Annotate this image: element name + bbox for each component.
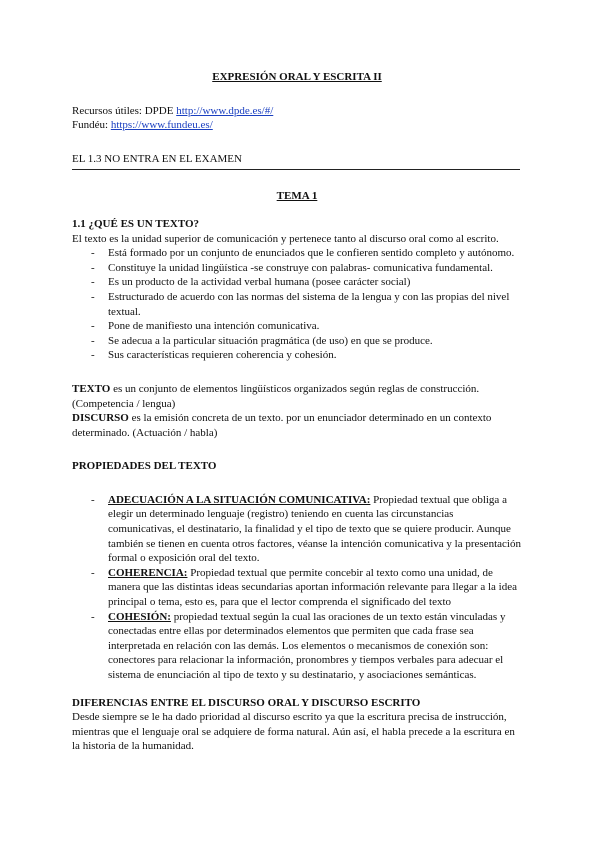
- list-item: - Pone de manifiesto una intención comunicativa.: [72, 319, 522, 334]
- exam-note: EL 1.3 NO ENTRA EN EL EXAMEN: [72, 152, 242, 165]
- property-text: Propiedad textual que permite concebir al texto como una unidad, de manera que las distintas ideas secundarias aportan información relevante para llegar a la idea principal o tema, esto es, para que el lector comprenda el significado del texto: [108, 566, 517, 609]
- definition-discurso-text: es la emisión concreta de un texto. por un enunciador determinado en un contexto determinado. (Actuación / habla): [72, 412, 492, 439]
- definition-texto-text: es un conjunto de elementos lingüísticos organizados según reglas de construcción. (Competencia / lengua): [72, 382, 480, 410]
- property-item-coherencia: [72, 566, 522, 610]
- property-text: propiedad textual según la cual las oraciones de un texto están vinculadas y conectadas entre ellas por determinados elementos que permiten que cada frase sea interpretada en relación con las demás. Los elementos o mecanismos de conexión son: conectores para relacionar la información, pronombres y tiempos verbales para adecuar el sistema de enunciación al tipo de texto y su destinatario, y asociaciones semánticas.: [108, 610, 506, 681]
- resource-fundeu-label: Fundéu:: [72, 119, 111, 132]
- resource-dpde-label: Recursos útiles: DPDE: [72, 104, 177, 117]
- term-texto: TEXTO: [72, 382, 111, 395]
- property-term: COHESIÓN:: [108, 610, 171, 623]
- document-content: [72, 70, 522, 754]
- differences-text: Desde siempre se le ha dado prioridad al discurso escrito ya que la escritura precisa de instrucción, mientras que el lenguaje oral se adquiere de forma natural. Aún así, el habla precede a la escritura en la historia de la humanidad.: [72, 711, 515, 753]
- horizontal-rule: [72, 169, 520, 170]
- list-item: - Sus características requieren coherencia y cohesión.: [72, 348, 522, 363]
- text-characteristics-list: [72, 246, 522, 363]
- list-item: - Se adecua a la particular situación pragmática (de uso) en que se produce.: [72, 334, 522, 349]
- list-item: - Está formado por un conjunto de enunciados que le confieren sentido completo y autónomo.: [72, 246, 522, 261]
- list-item: - Estructurado de acuerdo con las normas del sistema de la lengua y con las propias del nivel textual.: [72, 290, 522, 319]
- property-term: COHERENCIA:: [108, 566, 188, 579]
- property-term: ADECUACIÓN A LA SITUACIÓN COMUNICATIVA:: [108, 493, 371, 506]
- differences-heading: DIFERENCIAS ENTRE EL DISCURSO ORAL Y DISCURSO ESCRITO: [72, 696, 421, 709]
- dpde-link[interactable]: http://www.dpde.es/#/: [176, 104, 274, 117]
- section-intro: El texto es la unidad superior de comunicación y pertenece tanto al discurso oral como al escrito.: [72, 232, 499, 245]
- list-item: - Constituye la unidad lingüística -se construye con palabras- comunicativa fundamental.: [72, 261, 522, 276]
- document-title: EXPRESIÓN ORAL Y ESCRITA II: [212, 71, 382, 83]
- section-heading-1-1: 1.1 ¿QUÉ ES UN TEXTO?: [72, 217, 200, 230]
- properties-heading: PROPIEDADES DEL TEXTO: [72, 460, 217, 473]
- tema-title: TEMA 1: [276, 190, 318, 203]
- definition-discurso: [72, 411, 522, 440]
- term-discurso: DISCURSO: [72, 412, 129, 425]
- property-item-cohesion: [72, 610, 522, 683]
- property-text: Propiedad textual que obliga a elegir un determinado lenguaje (registro) teniendo en cuenta las circunstancias comunicativas, el destinatario, la finalidad y el tipo de texto que se quiere producir. Aunque también se tienen en cuenta otros factores, véanse la intención comunicativa y la presentación formal o exposición oral del texto.: [108, 493, 521, 565]
- resource-dpde: [72, 104, 522, 119]
- property-item-adecuacion: [72, 493, 522, 566]
- fundeu-link[interactable]: https://www.fundeu.es/: [110, 119, 213, 132]
- list-item: - Es un producto de la actividad verbal humana (posee carácter social): [72, 275, 522, 290]
- definition-texto: [72, 382, 522, 411]
- resource-fundeu: [72, 118, 522, 133]
- properties-list: [72, 493, 522, 683]
